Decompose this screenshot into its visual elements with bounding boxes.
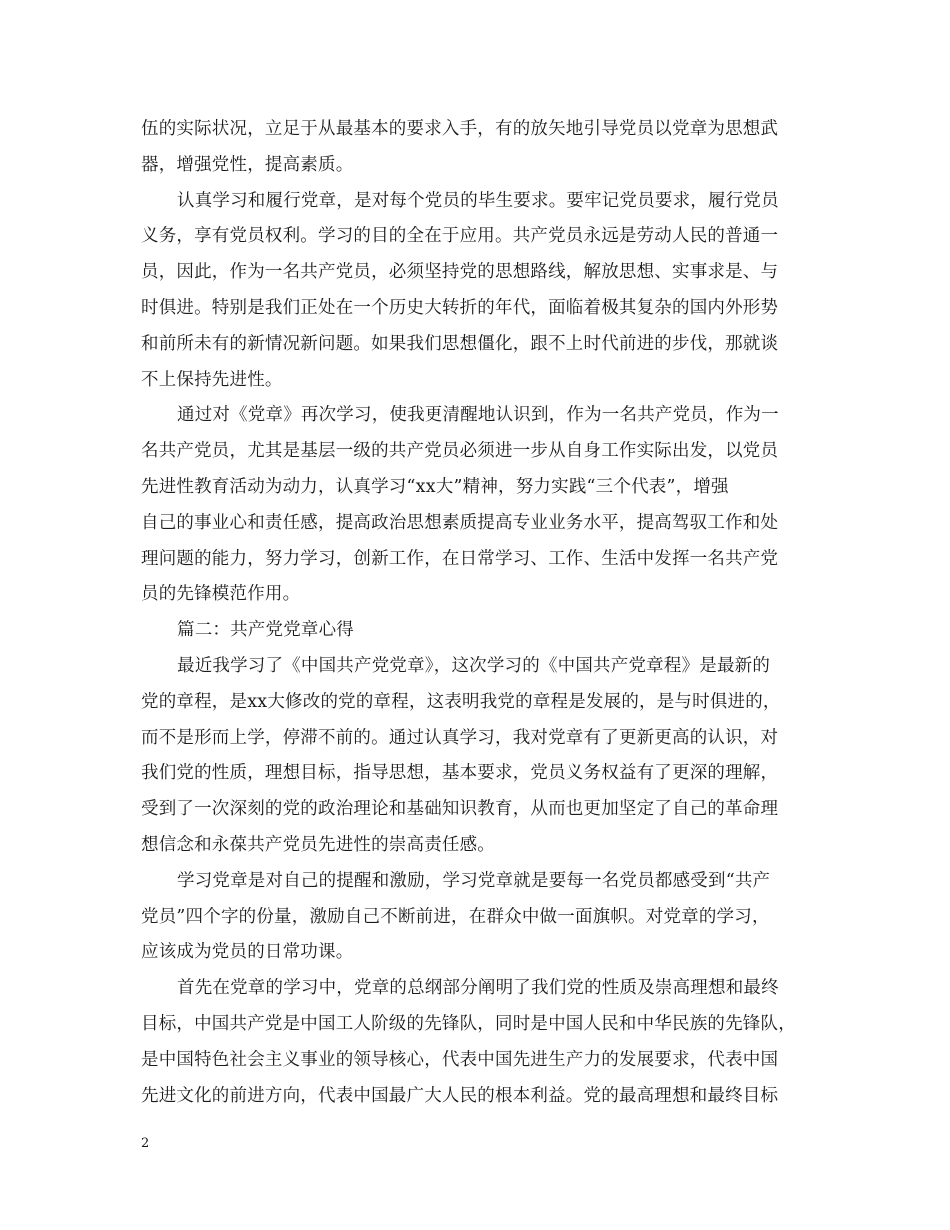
text-line: 伍的实际状况，立足于从最基本的要求入手，有的放矢地引导党员以党章为思想武	[141, 119, 779, 139]
text-line: 名共产党员，尤其是基层一级的共产党员必须进一步从自身工作实际出发，以党员	[141, 441, 779, 462]
text-line: 是中国特色社会主义事业的领导核心，代表中国先进生产力的发展要求，代表中国	[141, 1049, 779, 1070]
page-number: 2	[141, 1136, 150, 1151]
text-line: 员，因此，作为一名共产党员，必须坚持党的思想路线，解放思想、实事求是、与	[141, 262, 779, 283]
text-line: 受到了一次深刻的党的政治理论和基础知识教育，从而也更加坚定了自己的革命理	[141, 799, 779, 820]
paragraph-start-line: 学习党章是对自己的提醒和激励，学习党章就是要每一名党员都感受到“共产	[177, 870, 771, 891]
text-line: 应该成为党员的日常功课。	[141, 942, 354, 963]
text-line: 不上保持先进性。	[141, 369, 283, 390]
document-body	[141, 112, 819, 1114]
text-line: 先进性教育活动为动力，认真学习“xx大”精神，努力实践“三个代表”，增强	[141, 476, 729, 497]
text-line: 理问题的能力，努力学习，创新工作，在日常学习、工作、生活中发挥一名共产党	[141, 548, 779, 569]
text-line: 目标，中国共产党是中国工人阶级的先锋队，同时是中国人民和中华民族的先锋队，	[141, 1013, 796, 1034]
text-line: 时俱进。特别是我们正处在一个历史大转折的年代，面临着极其复杂的国内外形势	[141, 297, 779, 318]
text-line: 和前所未有的新情况新问题。如果我们思想僵化，跟不上时代前进的步伐，那就谈	[141, 333, 779, 354]
paragraph-start-line: 最近我学习了《中国共产党党章》，这次学习的《中国共产党章程》是最新的	[177, 655, 771, 676]
text-line: 义务，享有党员权利。学习的目的全在于应用。共产党员永远是劳动人民的普通一	[141, 226, 779, 247]
text-line: 我们党的性质，理想目标，指导思想，基本要求，党员义务权益有了更深的理解，	[141, 763, 779, 784]
text-line: 员的先锋模范作用。	[141, 584, 301, 605]
text-line: 先进文化的前进方向，代表中国最广大人民的根本利益。党的最高理想和最终目标	[141, 1085, 779, 1106]
text-line: 而不是形而上学，停滞不前的。通过认真学习，我对党章有了更新更高的认识，对	[141, 727, 779, 748]
text-line: 器，增强党性，提高素质。	[141, 154, 354, 175]
paragraph-start-line: 认真学习和履行党章，是对每个党员的毕生要求。要牢记党员要求，履行党员	[177, 190, 779, 211]
section-heading: 篇二：共产党党章心得	[177, 620, 354, 641]
paragraph-start-line: 通过对《党章》再次学习，使我更清醒地认识到，作为一名共产党员，作为一	[177, 405, 779, 426]
text-line: 想信念和永葆共产党员先进性的崇高责任感。	[141, 834, 495, 855]
text-line: 自己的事业心和责任感，提高政治思想素质提高专业业务水平，提高驾驭工作和处	[141, 512, 779, 533]
text-line: 党的章程，是xx大修改的党的章程，这表明我党的章程是发展的，是与时俱进的，	[141, 691, 781, 712]
paragraph-start-line: 首先在党章的学习中，党章的总纲部分阐明了我们党的性质及崇高理想和最终	[177, 978, 779, 999]
text-line: 党员”四个字的份量，激励自己不断前进，在群众中做一面旗帜。对党章的学习，	[141, 906, 770, 927]
